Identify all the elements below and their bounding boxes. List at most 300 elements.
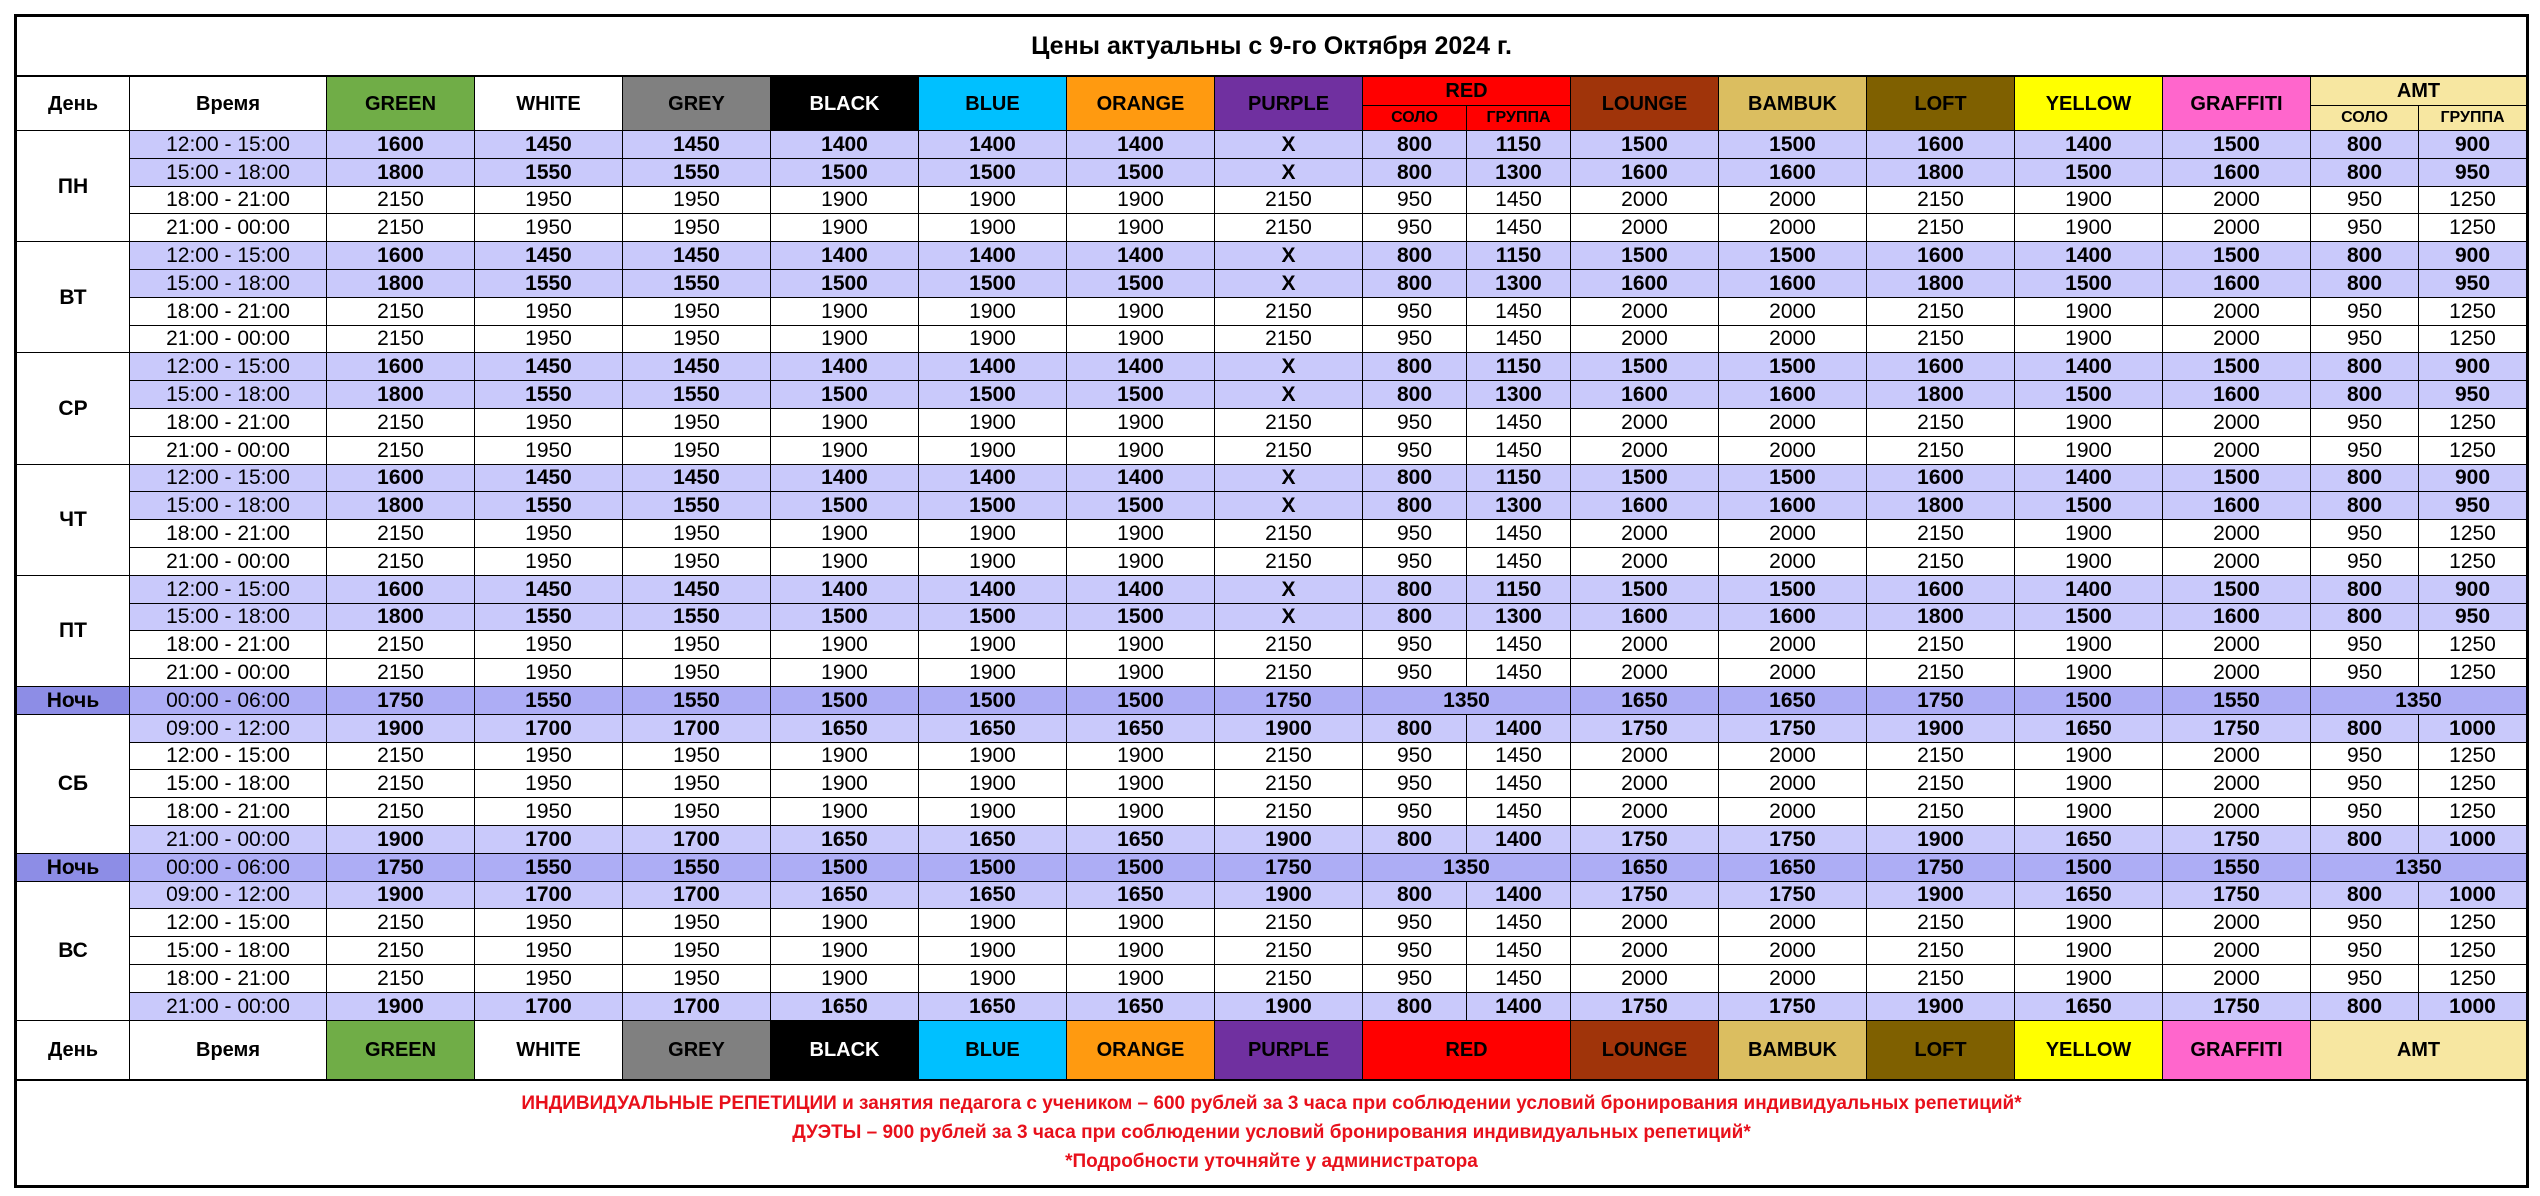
price-cell: 2000	[2163, 964, 2311, 992]
price-cell: 800	[1363, 131, 1467, 159]
price-cell: 1300	[1467, 381, 1571, 409]
price-cell: 1600	[1571, 158, 1719, 186]
price-cell: 950	[1363, 436, 1467, 464]
price-cell: 1500	[1067, 158, 1215, 186]
table-row	[17, 909, 2527, 937]
price-cell: 1600	[1719, 381, 1867, 409]
price-cell: 1900	[919, 909, 1067, 937]
price-cell: 1950	[623, 937, 771, 965]
time-slot: 09:00 - 12:00	[130, 881, 327, 909]
price-cell: 900	[2419, 353, 2527, 381]
price-cell: 2000	[1719, 186, 1867, 214]
price-cell: 1650	[919, 825, 1067, 853]
price-cell: 1450	[475, 464, 623, 492]
price-cell: 1550	[623, 381, 771, 409]
price-cell: 2000	[1571, 770, 1719, 798]
price-cell: 1650	[919, 881, 1067, 909]
price-cell: 1600	[2163, 603, 2311, 631]
column-header-lounge: LOUNGE	[1571, 1020, 1719, 1080]
price-cell: 1450	[1467, 798, 1571, 826]
price-cell: 2000	[1571, 909, 1719, 937]
price-cell: 1900	[771, 325, 919, 353]
price-cell: 1900	[919, 742, 1067, 770]
time-slot: 15:00 - 18:00	[130, 770, 327, 798]
column-header-red: RED	[1363, 1020, 1571, 1080]
day-label: Ночь	[17, 686, 130, 714]
price-cell: 2000	[1719, 520, 1867, 548]
price-cell: X	[1215, 353, 1363, 381]
price-cell: 1950	[623, 742, 771, 770]
price-cell: 2150	[1867, 214, 2015, 242]
price-cell: 1250	[2419, 909, 2527, 937]
table-row	[17, 353, 2527, 381]
price-cell: 950	[1363, 964, 1467, 992]
price-cell: 1800	[327, 381, 475, 409]
subheader-red-solo: СОЛО	[1363, 106, 1467, 131]
price-cell: 1400	[919, 131, 1067, 159]
price-cell: 1550	[2163, 853, 2311, 881]
price-cell: 1950	[475, 520, 623, 548]
price-cell: 1800	[327, 158, 475, 186]
table-row	[17, 408, 2527, 436]
price-cell: 1900	[2015, 798, 2163, 826]
price-cell: 1600	[1719, 158, 1867, 186]
time-slot: 12:00 - 15:00	[130, 242, 327, 270]
price-cell: 1800	[327, 492, 475, 520]
price-cell: 1400	[1067, 575, 1215, 603]
price-cell: 1500	[771, 603, 919, 631]
price-cell: 1600	[1867, 131, 2015, 159]
price-cell: 2000	[2163, 214, 2311, 242]
price-cell: 950	[2311, 520, 2419, 548]
price-cell: 2000	[2163, 798, 2311, 826]
price-cell: 1450	[1467, 408, 1571, 436]
price-cell: 1900	[771, 297, 919, 325]
price-cell: 1900	[771, 186, 919, 214]
price-cell: 1500	[1719, 353, 1867, 381]
price-cell: 2150	[1215, 937, 1363, 965]
time-slot: 18:00 - 21:00	[130, 520, 327, 548]
table-row	[17, 992, 2527, 1020]
price-cell: 2000	[1571, 631, 1719, 659]
price-cell: 1750	[2163, 714, 2311, 742]
price-cell: 1900	[919, 631, 1067, 659]
price-cell: 2000	[1719, 742, 1867, 770]
price-cell: 950	[1363, 798, 1467, 826]
price-cell: 2150	[1215, 798, 1363, 826]
price-cell: 1950	[475, 659, 623, 687]
price-cell: 950	[1363, 742, 1467, 770]
price-cell: 1250	[2419, 798, 2527, 826]
price-cell: 1450	[1467, 909, 1571, 937]
price-cell: 1600	[327, 131, 475, 159]
price-cell: 1600	[327, 575, 475, 603]
price-cell: 1900	[1067, 798, 1215, 826]
price-cell: 1500	[771, 269, 919, 297]
price-cell: 1900	[2015, 770, 2163, 798]
price-cell: 1900	[2015, 214, 2163, 242]
price-cell: 1900	[1067, 770, 1215, 798]
price-cell: 2150	[327, 520, 475, 548]
price-cell: 1500	[919, 158, 1067, 186]
price-cell: 2000	[2163, 631, 2311, 659]
price-cell: 1500	[1571, 131, 1719, 159]
price-cell: 1500	[1571, 464, 1719, 492]
table-row	[17, 714, 2527, 742]
price-cell: 1400	[919, 242, 1067, 270]
price-cell: 1300	[1467, 158, 1571, 186]
price-cell: 800	[2311, 992, 2419, 1020]
time-slot: 12:00 - 15:00	[130, 575, 327, 603]
price-cell: 1650	[1067, 992, 1215, 1020]
price-cell: 1450	[1467, 964, 1571, 992]
price-cell: 1700	[623, 992, 771, 1020]
price-cell: 1600	[1867, 242, 2015, 270]
price-cell: 950	[1363, 186, 1467, 214]
column-header-time: Время	[130, 1020, 327, 1080]
price-cell: 800	[1363, 353, 1467, 381]
price-cell: 2150	[1867, 909, 2015, 937]
price-cell: 1400	[2015, 464, 2163, 492]
price-cell: 800	[2311, 269, 2419, 297]
price-cell: 1900	[1067, 742, 1215, 770]
price-cell: 950	[2311, 659, 2419, 687]
price-cell: 1500	[1067, 269, 1215, 297]
price-cell: 950	[2311, 436, 2419, 464]
price-cell: 2000	[2163, 297, 2311, 325]
price-cell: 1600	[1571, 381, 1719, 409]
price-cell: 950	[1363, 520, 1467, 548]
column-header-day: День	[17, 76, 130, 131]
price-cell: 1650	[1067, 881, 1215, 909]
price-cell: 2000	[1719, 909, 1867, 937]
price-cell: 2150	[327, 186, 475, 214]
price-cell: 2000	[1571, 659, 1719, 687]
price-cell: 1650	[771, 992, 919, 1020]
price-cell: 1900	[1067, 408, 1215, 436]
price-cell: 1600	[1867, 353, 2015, 381]
price-cell: 1900	[771, 909, 919, 937]
day-label: ПН	[17, 131, 130, 242]
table-row	[17, 853, 2527, 881]
price-cell: 2150	[1867, 325, 2015, 353]
price-cell: 1600	[1571, 269, 1719, 297]
time-slot: 21:00 - 00:00	[130, 214, 327, 242]
price-cell: 2150	[327, 742, 475, 770]
price-cell: 1500	[1571, 353, 1719, 381]
price-cell: 1900	[327, 714, 475, 742]
price-cell: 1500	[919, 492, 1067, 520]
price-cell: 2000	[1719, 436, 1867, 464]
price-cell: 1400	[1067, 464, 1215, 492]
price-cell: 950	[2311, 408, 2419, 436]
price-cell: 800	[2311, 575, 2419, 603]
price-cell: 1500	[919, 269, 1067, 297]
price-cell: 1450	[1467, 520, 1571, 548]
price-cell: 1600	[327, 242, 475, 270]
price-cell: 1650	[1571, 853, 1719, 881]
price-cell: 800	[2311, 825, 2419, 853]
price-cell: 1150	[1467, 575, 1571, 603]
price-cell: 1900	[1067, 325, 1215, 353]
price-cell: 1750	[1215, 853, 1363, 881]
table-row	[17, 186, 2527, 214]
price-cell: 1350	[2311, 853, 2527, 881]
column-header-green: GREEN	[327, 1020, 475, 1080]
column-header-green: GREEN	[327, 76, 475, 131]
price-cell: 1900	[919, 659, 1067, 687]
price-cell: 950	[1363, 408, 1467, 436]
price-cell: 1550	[623, 492, 771, 520]
price-cell: 2000	[1571, 436, 1719, 464]
table-row	[17, 325, 2527, 353]
price-cell: 800	[2311, 381, 2419, 409]
price-cell: 1400	[2015, 131, 2163, 159]
price-cell: 2150	[1215, 631, 1363, 659]
price-cell: 1900	[1067, 214, 1215, 242]
time-slot: 18:00 - 21:00	[130, 964, 327, 992]
price-cell: 1950	[623, 186, 771, 214]
price-cell: 2000	[2163, 436, 2311, 464]
price-cell: 1900	[771, 408, 919, 436]
price-cell: 1900	[919, 297, 1067, 325]
table-row	[17, 937, 2527, 965]
price-cell: 1700	[475, 881, 623, 909]
price-cell: 1750	[1867, 686, 2015, 714]
price-cell: 1900	[2015, 659, 2163, 687]
price-cell: 1900	[1067, 631, 1215, 659]
price-cell: 1400	[919, 353, 1067, 381]
price-cell: 2000	[2163, 770, 2311, 798]
price-cell: 950	[1363, 659, 1467, 687]
price-cell: 2150	[1215, 520, 1363, 548]
time-slot: 00:00 - 06:00	[130, 853, 327, 881]
price-cell: 1750	[327, 686, 475, 714]
column-header-grey: GREY	[623, 76, 771, 131]
price-cell: 1750	[327, 853, 475, 881]
price-cell: 800	[2311, 603, 2419, 631]
price-cell: 950	[2311, 325, 2419, 353]
price-cell: X	[1215, 131, 1363, 159]
price-cell: 2150	[1215, 297, 1363, 325]
price-cell: 1950	[475, 770, 623, 798]
price-cell: 800	[2311, 464, 2419, 492]
price-cell: 1650	[1719, 853, 1867, 881]
price-cell: 1250	[2419, 214, 2527, 242]
table-row	[17, 297, 2527, 325]
table-row	[17, 464, 2527, 492]
price-cell: 1500	[1067, 686, 1215, 714]
price-cell: 2150	[1215, 547, 1363, 575]
price-cell: 950	[1363, 325, 1467, 353]
price-cell: 2150	[327, 408, 475, 436]
price-cell: X	[1215, 242, 1363, 270]
price-cell: 1400	[2015, 242, 2163, 270]
price-cell: 1950	[623, 631, 771, 659]
price-cell: 950	[2311, 186, 2419, 214]
price-cell: 2150	[327, 937, 475, 965]
price-cell: X	[1215, 381, 1363, 409]
price-cell: 1900	[919, 436, 1067, 464]
price-cell: 1500	[2015, 492, 2163, 520]
price-cell: 1700	[623, 825, 771, 853]
price-cell: 1900	[2015, 297, 2163, 325]
price-cell: 800	[1363, 714, 1467, 742]
column-header-graffiti: GRAFFITI	[2163, 76, 2311, 131]
price-cell: 2000	[1719, 798, 1867, 826]
price-cell: 1900	[2015, 631, 2163, 659]
price-cell: 1950	[623, 436, 771, 464]
price-cell: 1900	[1067, 937, 1215, 965]
price-cell: 1600	[1571, 492, 1719, 520]
price-cell: 1800	[1867, 381, 2015, 409]
price-cell: 1450	[1467, 325, 1571, 353]
price-cell: 1250	[2419, 547, 2527, 575]
price-cell: 1950	[475, 408, 623, 436]
price-cell: 800	[2311, 881, 2419, 909]
time-slot: 15:00 - 18:00	[130, 269, 327, 297]
price-cell: 2150	[1215, 742, 1363, 770]
price-cell: 1900	[919, 214, 1067, 242]
price-cell: 1400	[2015, 575, 2163, 603]
price-cell: 1900	[327, 992, 475, 1020]
price-cell: 2150	[1867, 742, 2015, 770]
price-cell: 1250	[2419, 742, 2527, 770]
day-label: ЧТ	[17, 464, 130, 575]
price-cell: 1300	[1467, 492, 1571, 520]
price-cell: 1900	[919, 770, 1067, 798]
price-cell: 2150	[1867, 520, 2015, 548]
price-cell: 1900	[771, 436, 919, 464]
price-cell: 1800	[327, 269, 475, 297]
table-row	[17, 242, 2527, 270]
price-cell: 2150	[1867, 937, 2015, 965]
price-cell: 1950	[475, 937, 623, 965]
price-cell: X	[1215, 575, 1363, 603]
price-cell: 1900	[1067, 909, 1215, 937]
price-cell: 800	[2311, 714, 2419, 742]
price-cell: 1400	[1467, 714, 1571, 742]
price-cell: 1650	[1067, 825, 1215, 853]
price-cell: 950	[2311, 297, 2419, 325]
column-header-purple: PURPLE	[1215, 76, 1363, 131]
price-cell: 2150	[1867, 408, 2015, 436]
price-cell: 2000	[1571, 547, 1719, 575]
price-cell: 1450	[623, 131, 771, 159]
price-cell: 1900	[2015, 520, 2163, 548]
subheader-amt-solo: СОЛО	[2311, 106, 2419, 131]
price-cell: 1950	[475, 631, 623, 659]
price-cell: 1900	[919, 325, 1067, 353]
column-header-amt: AMT	[2311, 1020, 2527, 1080]
price-cell: 1250	[2419, 631, 2527, 659]
price-cell: 1250	[2419, 436, 2527, 464]
table-row	[17, 520, 2527, 548]
price-cell: 1900	[1867, 992, 2015, 1020]
price-cell: 1550	[475, 686, 623, 714]
time-slot: 18:00 - 21:00	[130, 631, 327, 659]
price-cell: 1600	[327, 353, 475, 381]
price-cell: X	[1215, 269, 1363, 297]
price-cell: 1250	[2419, 520, 2527, 548]
price-cell: 1600	[1867, 575, 2015, 603]
price-cell: 1900	[771, 520, 919, 548]
price-cell: 1450	[1467, 742, 1571, 770]
column-header-loft: LOFT	[1867, 1020, 2015, 1080]
price-cell: 1950	[475, 964, 623, 992]
column-header-orange: ORANGE	[1067, 1020, 1215, 1080]
price-cell: 1900	[919, 547, 1067, 575]
price-cell: 800	[1363, 575, 1467, 603]
note-line: *Подробности уточняйте у администратора	[1065, 1151, 1478, 1172]
price-cell: 1250	[2419, 937, 2527, 965]
price-cell: 1250	[2419, 964, 2527, 992]
price-cell: 1800	[1867, 158, 2015, 186]
price-cell: 1550	[623, 686, 771, 714]
price-cell: 1550	[475, 603, 623, 631]
price-cell: 2150	[1215, 659, 1363, 687]
price-cell: 1900	[1215, 714, 1363, 742]
price-cell: 2000	[1719, 297, 1867, 325]
price-cell: 2150	[1867, 659, 2015, 687]
price-cell: 1500	[1067, 492, 1215, 520]
price-cell: 1550	[623, 269, 771, 297]
price-cell: 1950	[475, 547, 623, 575]
price-cell: 1950	[623, 520, 771, 548]
table-row	[17, 631, 2527, 659]
time-slot: 12:00 - 15:00	[130, 131, 327, 159]
price-cell: 1700	[475, 992, 623, 1020]
time-slot: 18:00 - 21:00	[130, 297, 327, 325]
price-cell: 2150	[327, 631, 475, 659]
time-slot: 15:00 - 18:00	[130, 381, 327, 409]
price-cell: 1750	[1571, 714, 1719, 742]
price-cell: 800	[1363, 158, 1467, 186]
price-cell: 950	[2311, 937, 2419, 965]
price-cell: 1900	[2015, 964, 2163, 992]
price-cell: 1950	[623, 325, 771, 353]
price-cell: 1900	[1215, 881, 1363, 909]
time-slot: 18:00 - 21:00	[130, 798, 327, 826]
table-row	[17, 964, 2527, 992]
price-cell: 1650	[771, 825, 919, 853]
price-cell: 2150	[327, 964, 475, 992]
price-cell: 1500	[1067, 853, 1215, 881]
price-cell: 1250	[2419, 770, 2527, 798]
price-cell: 1500	[919, 853, 1067, 881]
price-cell: 1500	[919, 381, 1067, 409]
time-slot: 12:00 - 15:00	[130, 742, 327, 770]
price-cell: 1950	[623, 798, 771, 826]
price-cell: 1000	[2419, 992, 2527, 1020]
day-label: ПТ	[17, 575, 130, 686]
price-cell: 1400	[1467, 881, 1571, 909]
price-cell: 1400	[1467, 825, 1571, 853]
price-cell: 1650	[2015, 825, 2163, 853]
price-cell: 1400	[2015, 353, 2163, 381]
price-cell: 1750	[1719, 881, 1867, 909]
column-header-bambuk: BAMBUK	[1719, 1020, 1867, 1080]
price-cell: 1950	[475, 798, 623, 826]
price-cell: 1500	[771, 381, 919, 409]
price-cell: 1750	[1719, 992, 1867, 1020]
price-cell: 1650	[1571, 686, 1719, 714]
price-cell: 1650	[1719, 686, 1867, 714]
time-slot: 12:00 - 15:00	[130, 909, 327, 937]
price-cell: 1900	[327, 881, 475, 909]
price-cell: 950	[2419, 381, 2527, 409]
column-header-blue: BLUE	[919, 76, 1067, 131]
